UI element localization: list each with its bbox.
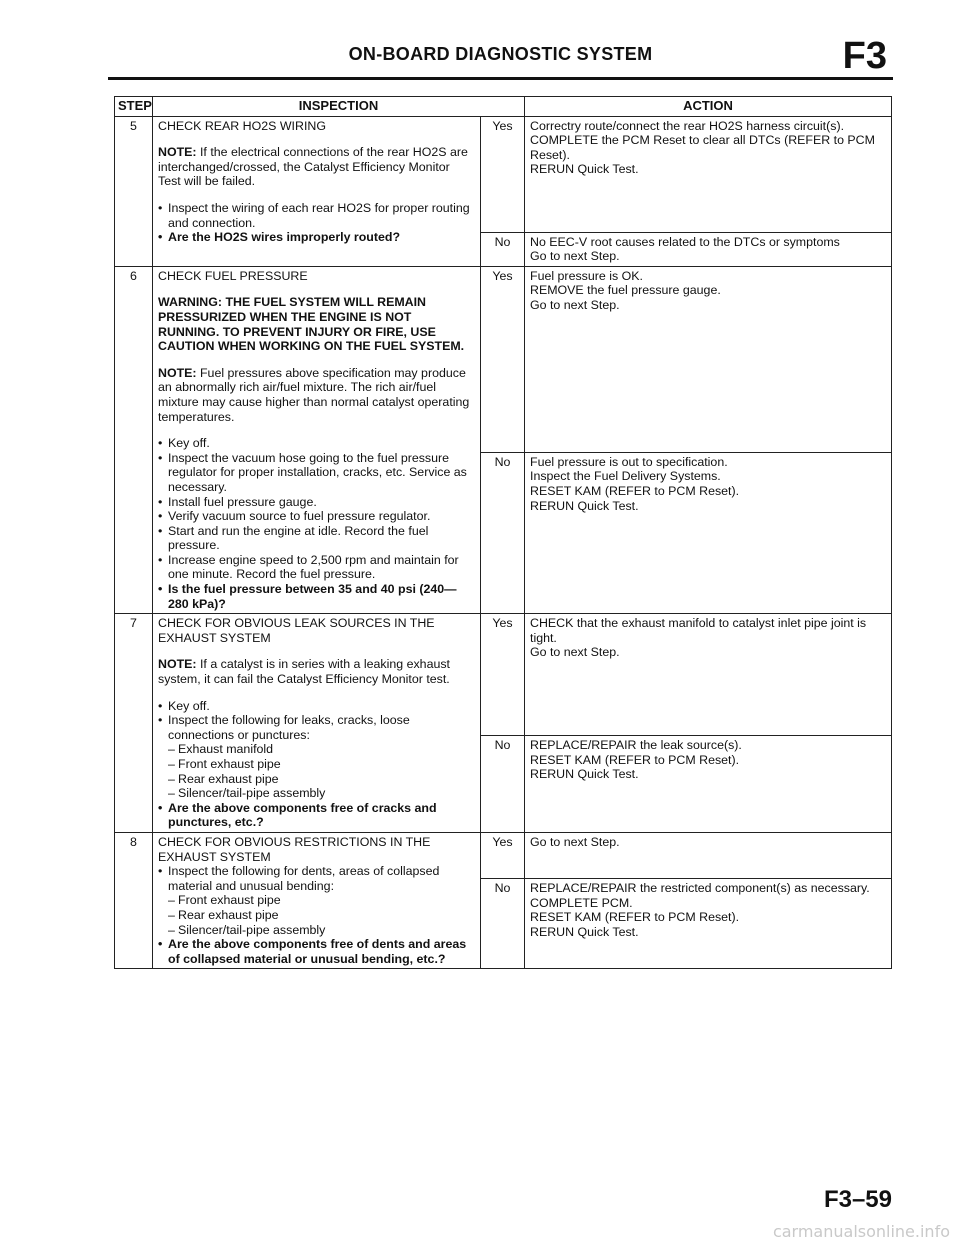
action-line: RERUN Quick Test. (530, 162, 639, 177)
bullet-item: • Increase engine speed to 2,500 rpm and maintain for one minute. Record the fuel pressure. (158, 553, 475, 582)
action-line: COMPLETE the PCM Reset to clear all DTCs (REFER to PCM Reset). (530, 133, 875, 162)
page-header (108, 35, 893, 80)
question: • Is the fuel pressure between 35 and 40 psi (240—280 kPa)? (158, 582, 475, 611)
note (158, 366, 475, 424)
column-header-inspection: INSPECTION (153, 97, 525, 117)
sub-item: – Rear exhaust pipe (168, 772, 475, 787)
no-label: No (481, 452, 525, 613)
sub-item: – Silencer/tail-pipe assembly (168, 786, 475, 801)
sub-item: – Front exhaust pipe (168, 757, 475, 772)
column-header-action: ACTION (525, 97, 892, 117)
bullet-item: • Verify vacuum source to fuel pressure regulator. (158, 509, 475, 524)
sub-item: – Front exhaust pipe (168, 893, 475, 908)
action-line: REPLACE/REPAIR the restricted component(s) as necessary. (530, 880, 870, 895)
action-line: RERUN Quick Test. (530, 924, 639, 939)
action-cell (525, 116, 892, 232)
bullet-item: • Inspect the vacuum hose going to the fuel pressure regulator for proper installation, cracks, etc. Service as necessary. (158, 451, 475, 495)
action-cell (525, 614, 892, 736)
warning: WARNING: THE FUEL SYSTEM WILL REMAIN PRESSURIZED WHEN THE ENGINE IS NOT RUNNING. TO PREVENT INJURY OR FIRE, USE CAUTION WHEN WORKING ON THE FUEL SYSTEM. (158, 295, 465, 354)
yes-label: Yes (481, 832, 525, 878)
sub-item: – Silencer/tail-pipe assembly (168, 923, 475, 938)
watermark: carmanualsonline.info (772, 1222, 950, 1241)
action-line: RERUN Quick Test. (530, 498, 639, 513)
page-title: ON-BOARD DIAGNOSTIC SYSTEM (348, 44, 653, 64)
note-text: If a catalyst is in series with a leaking exhaust system, it can fail the Catalyst Efficiency Monitor test. (158, 657, 450, 687)
action-line: RESET KAM (REFER to PCM Reset). (530, 483, 740, 498)
bullet-item: • Key off. (158, 699, 475, 714)
diagnostic-table (114, 96, 892, 969)
action-line: Fuel pressure is OK. (530, 268, 643, 283)
question: • Are the HO2S wires improperly routed? (158, 230, 475, 245)
action-line: Go to next Step. (530, 249, 620, 264)
action-line: Go to next Step. (530, 645, 620, 660)
action-cell (525, 232, 892, 266)
note-label: NOTE: (158, 365, 197, 380)
action-line: CHECK that the exhaust manifold to catalyst inlet pipe joint is tight. (530, 616, 867, 645)
table-row (115, 832, 892, 878)
table-row (115, 614, 892, 736)
action-line: RESET KAM (REFER to PCM Reset). (530, 752, 740, 767)
step-number: 5 (115, 116, 153, 266)
action-cell (525, 736, 892, 833)
sub-item: – Exhaust manifold (168, 742, 475, 757)
header-rule (108, 77, 893, 80)
question: • Are the above components free of cracks and punctures, etc.? (158, 801, 475, 830)
action-line: Go to next Step. (530, 834, 620, 849)
table-row (115, 116, 892, 232)
bullet-item: • Key off. (158, 436, 475, 451)
note (158, 145, 475, 189)
sub-item: – Rear exhaust pipe (168, 908, 475, 923)
action-line: Inspect the Fuel Delivery Systems. (530, 469, 721, 484)
note-text: Fuel pressures above specification may produce an abnormally rich air/fuel mixture. The rich air/fuel mixture may cause higher than normal catalyst operating temperatures. (158, 365, 470, 424)
no-label: No (481, 232, 525, 266)
bullet-item: • Start and run the engine at idle. Record the fuel pressure. (158, 524, 475, 553)
step-number: 8 (115, 832, 153, 968)
action-line: REMOVE the fuel pressure gauge. (530, 283, 721, 298)
step-number: 6 (115, 266, 153, 613)
inspection-cell (153, 614, 481, 833)
note-label: NOTE: (158, 145, 197, 160)
action-line: Correctry route/connect the rear HO2S harness circuit(s). (530, 118, 845, 133)
step-title: CHECK FOR OBVIOUS RESTRICTIONS IN THE EXHAUST SYSTEM (158, 834, 431, 864)
note-label: NOTE: (158, 657, 197, 672)
table-header-row (115, 97, 892, 117)
action-line: RESET KAM (REFER to PCM Reset). (530, 910, 740, 925)
action-line: COMPLETE PCM. (530, 895, 633, 910)
bullet-item: • Inspect the wiring of each rear HO2S for proper routing and connection. (158, 201, 475, 230)
yes-label: Yes (481, 266, 525, 452)
section-code: F3 (842, 35, 887, 77)
page-number: F3–59 (823, 1186, 892, 1213)
action-line: REPLACE/REPAIR the leak source(s). (530, 738, 742, 753)
action-line: No EEC-V root causes related to the DTCs or symptoms (530, 234, 840, 249)
inspection-cell (153, 116, 481, 266)
step-title: CHECK REAR HO2S WIRING (158, 118, 326, 133)
step-number: 7 (115, 614, 153, 833)
no-label: No (481, 878, 525, 968)
table-row (115, 266, 892, 452)
note-text: If the electrical connections of the rear HO2S are interchanged/crossed, the Catalyst Efficiency Monitor Test will be failed. (158, 145, 468, 189)
bullet-item: • Inspect the following for dents, areas of collapsed material and unusual bending: (158, 864, 475, 893)
action-cell (525, 266, 892, 452)
column-header-step: STEP (115, 97, 153, 117)
action-cell (525, 452, 892, 613)
bullet-item: • Inspect the following for leaks, cracks, loose connections or punctures: (158, 713, 475, 742)
yes-label: Yes (481, 614, 525, 736)
question: • Are the above components free of dents and areas of collapsed material or unusual bending, etc.? (158, 937, 475, 966)
bullet-item: • Install fuel pressure gauge. (158, 495, 475, 510)
note (158, 657, 475, 686)
inspection-cell (153, 832, 481, 968)
step-title: CHECK FOR OBVIOUS LEAK SOURCES IN THE EXHAUST SYSTEM (158, 616, 435, 645)
action-line: Fuel pressure is out to specification. (530, 454, 728, 469)
action-line: Go to next Step. (530, 297, 620, 312)
action-cell (525, 832, 892, 878)
action-line: RERUN Quick Test. (530, 767, 639, 782)
action-cell (525, 878, 892, 968)
yes-label: Yes (481, 116, 525, 232)
no-label: No (481, 736, 525, 833)
step-title: CHECK FUEL PRESSURE (158, 268, 308, 283)
inspection-cell (153, 266, 481, 613)
